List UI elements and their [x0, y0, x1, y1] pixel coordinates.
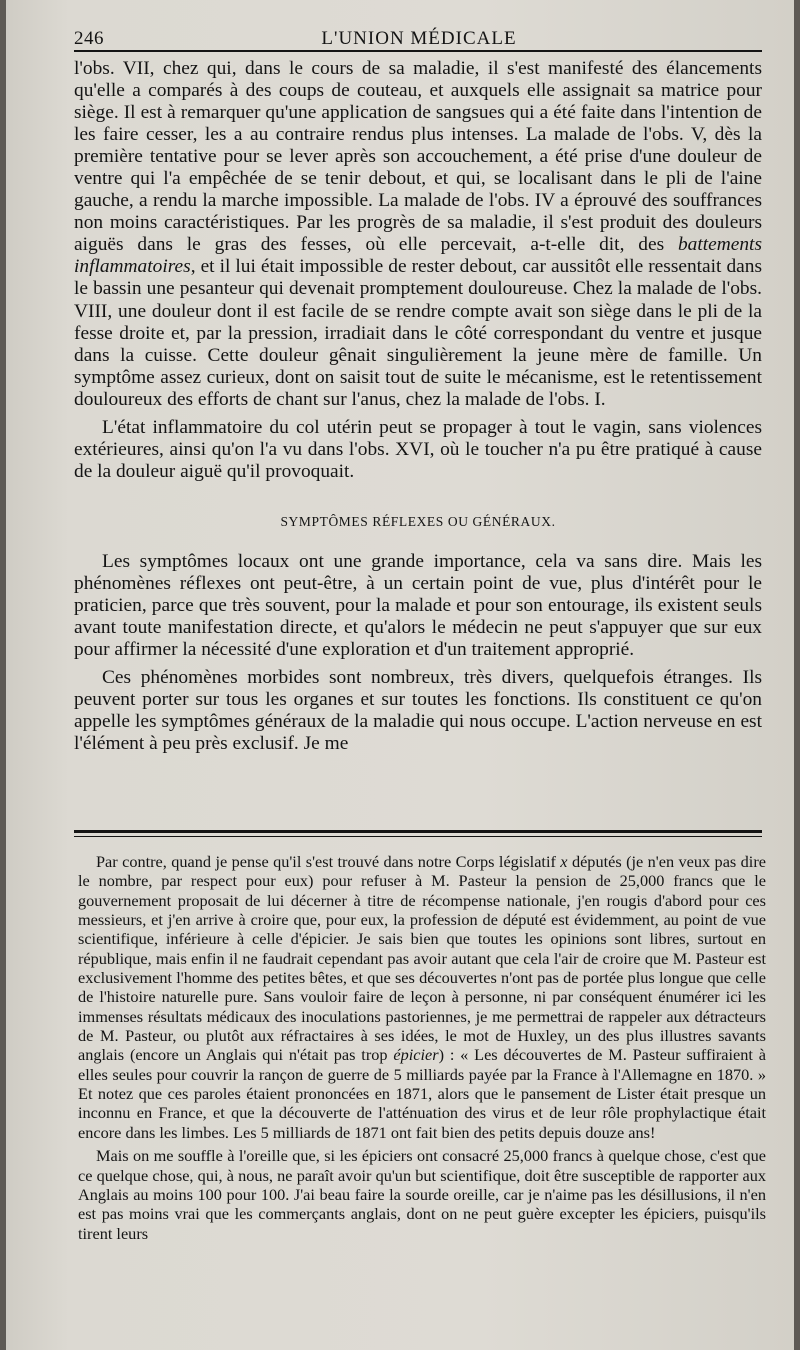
paragraph: Ces phénomènes morbides sont nombreux, très divers, quelquefois étranges. Ils peuvent porter sur tous les organes et sur toutes les fonctions. Ils constituent ce qu'on appelle les symptômes généraux de la maladie qui nous occupe. L'action nerveuse en est l'élément à peu près exclusif. Je me — [74, 667, 762, 755]
main-text — [74, 58, 762, 755]
header-rule — [74, 50, 762, 52]
book-page — [6, 0, 794, 1350]
paragraph: Les symptômes locaux ont une grande importance, cela va sans dire. Mais les phénomènes réflexes ont peut-être, à un certain point de vue, plus d'intérêt pour le praticien, parce que très souvent, pour la malade et pour son entourage, ils existent seuls avant toute manifestation directe, et qu'alors le médecin ne peut s'appuyer que sur eux pour affirmer la nécessité d'une exploration et d'un traitement approprié. — [74, 550, 762, 661]
footnote-paragraph: Mais on me souffle à l'oreille que, si les épiciers ont consacré 25,000 francs à quelque chose, c'est que ce quelque chose, qui, à nous, ne paraît avoir qu'un but scientifique, doit être susceptible de rapporter aux Anglais au moins 100 pour 100. J'ai beau faire la sourde oreille, car je n'aime pas les désillusions, il n'en est pas moins vrai que les commerçants anglais, dont on ne peut guère excepter les épiciers, puisqu'ils tirent leurs — [78, 1146, 766, 1243]
section-title: SYMPTÔMES RÉFLEXES OU GÉNÉRAUX. — [280, 513, 556, 529]
page-number: 246 — [74, 28, 104, 49]
footnote-block — [78, 852, 766, 1243]
footnote-rule-thick — [74, 830, 762, 833]
italic-phrase: battements inflammatoires — [74, 234, 762, 278]
paragraph: l'obs. VII, chez qui, dans le cours de sa maladie, il s'est manifesté des élancements qu'elle a comparés à des coups de couteau, et auxquels elle assignait sa matrice pour siège. Il est à remarquer qu'une application de sangsues qui a été faite dans l'intention de les faire cesser, les a au contraire rendus plus intenses. La malade de l'obs. V, dès la première tentative pour se lever après son accouchement, a été prise d'une douleur de ventre qui l'a empêchée de se tenir debout, et qui, se localisant dans le pli de l'aine gauche, a rendu la marche impossible. La malade de l'obs. IV a éprouvé des souffrances non moins caractéristiques. Par les progrès de sa maladie, il s'est produit des douleurs aiguës dans le gras des fesses, où elle percevait, a-t-elle dit, des battements inflammatoires, et il lui était impossible de rester debout, car aussitôt elle ressentait dans le bassin une pesanteur qui devenait promptement douloureuse. Chez la malade de l'obs. VIII, une douleur dont il est facile de se rendre compte avait son siège dans le pli de la fesse droite et, par la pression, irradiait dans le côté correspondant du ventre et jusque dans la cuisse. Cette douleur gênait singulièrement la jeune mère de famille. Un symptôme assez curieux, dont on saisit tout de suite le mécanisme, est le retentissement douloureux des efforts de chant sur l'anus, chez la malade de l'obs. I. — [74, 58, 762, 410]
paragraph: L'état inflammatoire du col utérin peut se propager à tout le vagin, sans violences extérieures, ainsi qu'on l'a vu dans l'obs. XVI, où le toucher n'a pu être pratiqué à cause de la douleur aiguë qu'il provoquait. — [74, 416, 762, 482]
footnote-rule-thin — [74, 836, 762, 837]
footnote-paragraph: Par contre, quand je pense qu'il s'est trouvé dans notre Corps législatif x députés (je n'en veux pas dire le nombre, par respect pour eux) pour refuser à M. Pasteur la pension de 25,000 francs que le gouvernement proposait de lui décerner à titre de récompense nationale, j'en rougis d'abord pour ces messieurs, et j'en arrive à croire que, pour eux, la profession de député est évidemment, au point de vue scientifique, inférieure à celle d'épicier. Je sais bien que toutes les opinions sont libres, surtout en république, mais enfin il ne faudrait cependant pas avoir autant que cela l'air de croire que M. Pasteur est exclusivement l'homme des petites bêtes, et que ses découvertes n'ont pas de portée plus longue que celle de l'histoire naturelle pure. Sans vouloir faire de leçon à personne, ni par conséquent énumérer ici les immenses résultats médicaux des inoculations pastoriennes, je me permettrai de rappeler aux détracteurs de M. Pasteur, ou plutôt aux réfractaires à ses idées, le mot de Huxley, un des plus illustres savants anglais (encore un Anglais qui n'était pas trop épicier) : « Les découvertes de M. Pasteur suffiraient à elles seules pour couvrir la rançon de guerre de 5 milliards payée par la France à l'Allemagne en 1870. » Et notez que ces paroles étaient prononcées en 1871, alors que le pansement de Lister était presque un inconnu en France, et que la découverte de l'atténuation des virus et de leur rôle prophylactique était encore dans les limbes. Les 5 milliards de 1871 ont fait bien des petits depuis douze ans! — [78, 852, 766, 1142]
page-header — [74, 20, 764, 50]
running-title: L'UNION MÉDICALE — [321, 28, 517, 49]
